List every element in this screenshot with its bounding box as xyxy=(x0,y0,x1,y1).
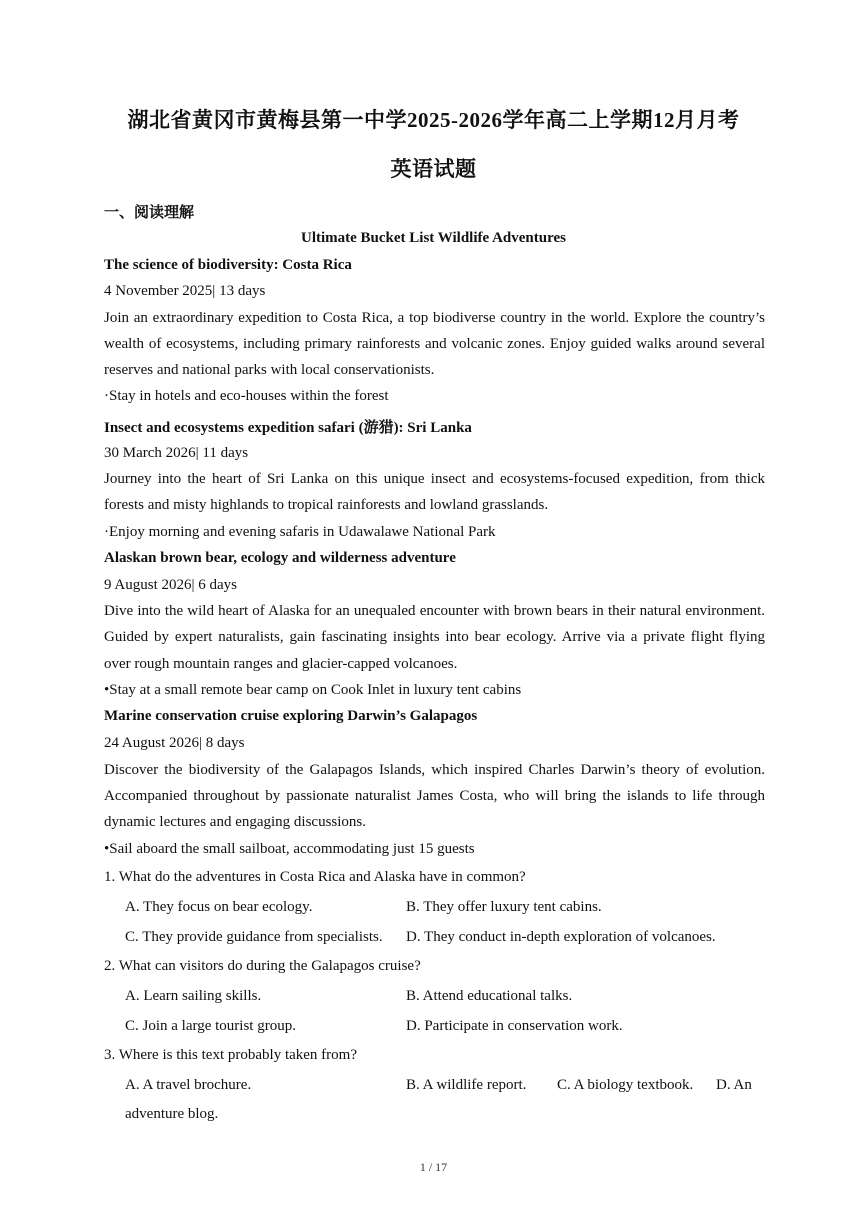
adventure-heading: Insect and ecosystems expedition safari (游猎): Sri Lanka xyxy=(104,420,472,436)
adventure-text-line: Accompanied throughout by passionate naturalist James Costa, who will bring the islands to life through xyxy=(104,788,765,804)
adventure-heading: The science of biodiversity: Costa Rica xyxy=(104,257,352,273)
option-d[interactable]: D. An xyxy=(716,1077,752,1093)
adventure-text-line: Guided by expert naturalists, gain fascinating insights into bear ecology. Arrive via a private flight flying xyxy=(104,629,765,645)
option-c[interactable]: C. Join a large tourist group. xyxy=(125,1018,296,1034)
adventure-date: 4 November 2025| 13 days xyxy=(104,283,266,299)
page-number: 1 / 17 xyxy=(419,1160,448,1174)
adventure-date: 24 August 2026| 8 days xyxy=(104,735,245,751)
option-c[interactable]: C. A biology textbook. xyxy=(557,1077,694,1093)
passage-title: Ultimate Bucket List Wildlife Adventures xyxy=(300,230,566,246)
question-stem: 1. What do the adventures in Costa Rica and Alaska have in common? xyxy=(104,869,526,885)
adventure-text-line: wealth of ecosystems, including primary rainforests and volcanic zones. Enjoy guided walks around several xyxy=(104,336,765,352)
adventure-text-line: Discover the biodiversity of the Galapagos Islands, which inspired Charles Darwin’s theory of evolution. xyxy=(104,762,765,778)
adventure-bullet: •Stay at a small remote bear camp on Cook Inlet in luxury tent cabins xyxy=(104,682,522,698)
question-stem: 3. Where is this text probably taken from? xyxy=(104,1047,357,1063)
adventure-text-line: reserves and national parks with local conservationists. xyxy=(104,362,435,378)
adventure-bullet: ·Stay in hotels and eco-houses within the forest xyxy=(104,388,389,404)
option-b[interactable]: B. They offer luxury tent cabins. xyxy=(406,899,602,915)
option-a[interactable]: A. Learn sailing skills. xyxy=(125,988,262,1004)
adventure-text-line: Journey into the heart of Sri Lanka on this unique insect and ecosystems-focused expedition, from thick xyxy=(104,471,765,487)
option-d-continued: adventure blog. xyxy=(125,1106,219,1122)
adventure-heading: Marine conservation cruise exploring Darwin’s Galapagos xyxy=(104,708,478,724)
document-title-line-1: 湖北省黄冈市黄梅县第一中学2025-2026学年高二上学期12月月考 xyxy=(127,108,740,132)
option-a[interactable]: A. They focus on bear ecology. xyxy=(125,899,313,915)
document-title-line-2: 英语试题 xyxy=(390,157,477,181)
option-d[interactable]: D. Participate in conservation work. xyxy=(406,1018,623,1034)
adventure-text-line: Join an extraordinary expedition to Costa Rica, a top biodiverse country in the world. Explore the country’s xyxy=(104,310,765,326)
adventure-text-line: dynamic lectures and engaging discussions. xyxy=(104,814,367,830)
adventure-text-line: Dive into the wild heart of Alaska for an unequaled encounter with brown bears in their natural environment. xyxy=(104,603,765,619)
adventure-date: 9 August 2026| 6 days xyxy=(104,577,238,593)
option-d[interactable]: D. They conduct in-depth exploration of volcanoes. xyxy=(406,929,716,945)
question-stem: 2. What can visitors do during the Galapagos cruise? xyxy=(104,958,421,974)
option-b[interactable]: B. A wildlife report. xyxy=(406,1077,527,1093)
adventure-bullet: ·Enjoy morning and evening safaris in Udawalawe National Park xyxy=(104,524,496,540)
adventure-heading: Alaskan brown bear, ecology and wilderness adventure xyxy=(104,550,456,566)
adventure-date: 30 March 2026| 11 days xyxy=(104,445,249,461)
section-heading: 一、阅读理解 xyxy=(104,205,195,221)
option-c[interactable]: C. They provide guidance from specialists. xyxy=(125,929,383,945)
adventure-text-line: over rough mountain ranges and glacier-capped volcanoes. xyxy=(104,656,458,672)
adventure-text-line: forests and misty highlands to tropical rainforests and lowland grasslands. xyxy=(104,497,549,513)
adventure-bullet: •Sail aboard the small sailboat, accommodating just 15 guests xyxy=(104,841,475,857)
option-a[interactable]: A. A travel brochure. xyxy=(125,1077,252,1093)
option-b[interactable]: B. Attend educational talks. xyxy=(406,988,573,1004)
